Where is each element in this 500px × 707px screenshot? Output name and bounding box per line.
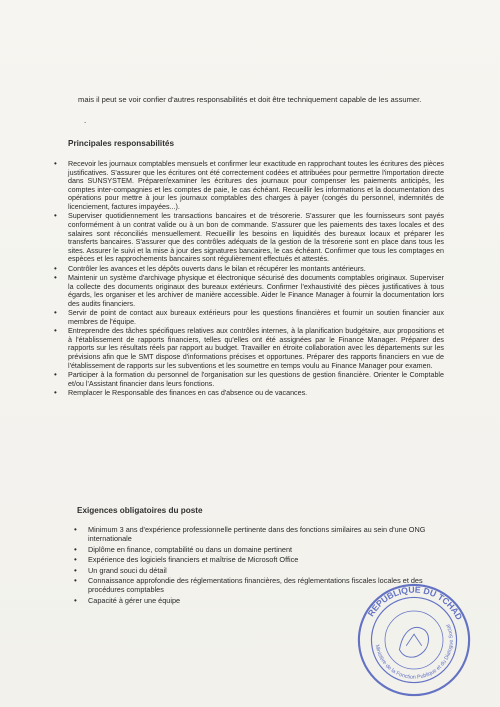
requirements-heading: Exigences obligatoires du poste bbox=[77, 506, 203, 515]
list-item: • Participer à la formation du personnel de l'organisation sur les questions de gestion financière. Orienter le Comptable et/ou l'Assistant financier dans leurs fonctions. bbox=[52, 371, 444, 388]
list-item: • Connaissance approfondie des réglementations financières, des réglementations fiscales locales et des procédures comptables bbox=[72, 576, 444, 594]
list-item: • Capacité à gérer une équipe bbox=[72, 596, 444, 605]
list-item: • Superviser quotidiennement les transactions bancaires et de trésorerie. S'assurer que les fournisseurs sont payés conformément à un contrat valide ou à un bon de commande. S'assurer que les paiements des taxes locales et des salaires sont réconciliés mensuellement. Recueillir les besoins en liquidités des bureaux locaux et préparer les transferts bancaires. S'assurer que des contrôles adéquats de la gestion de la trésorerie sont en place dans tous les sites. Assurer le suivi et la mise à jour des signatures bancaires, le cas échéant. Confirmer que tous les comptages en espèces et les rapprochements bancaires sont régulièrement effectués et attestés. bbox=[52, 212, 444, 264]
stamp-outer-text: RÉPUBLIQUE DU TCHAD bbox=[365, 584, 465, 622]
list-item: • Remplacer le Responsable des finances en cas d'absence ou de vacances. bbox=[52, 389, 444, 398]
list-item: • Minimum 3 ans d'expérience professionnelle pertinente dans des fonctions similaires au sein d'une ONG internationale bbox=[72, 525, 444, 543]
stamp-inner-ring bbox=[371, 597, 456, 682]
list-item: • Diplôme en finance, comptabilité ou dans un domaine pertinent bbox=[72, 545, 444, 554]
intro-paragraph: mais il peut se voir confier d'autres responsabilités et doit être techniquement capable de les assumer. bbox=[78, 95, 422, 104]
stamp-inner-text: Ministère de la Fonction Publique et du Dialogue Social bbox=[373, 623, 455, 681]
list-item: • Recevoir les journaux comptables mensuels et confirmer leur exactitude en rapprochant toutes les écritures des pièces justificatives. S'assurer que les écritures ont été correctement codées et attribuées pour permettre l'importation directe dans SUNSYSTEM. Préparer/examiner les écritures des journaux pour compenser les paiements anticipés, les comptes inter-compagnies et les comptes de paie, le cas échéant. Recueillir les informations et la documentation des opérations pour mettre à jour les journaux comptables des charges à payer (congés du personnel, indemnités de licenciement, factures impayées...). bbox=[52, 160, 444, 212]
stamp-emblem-detail bbox=[406, 634, 421, 646]
list-item: • Expérience des logiciels financiers et maîtrise de Microsoft Office bbox=[72, 555, 444, 564]
responsibilities-heading: Principales responsabilités bbox=[68, 139, 175, 148]
list-item: • Maintenir un système d'archivage physique et électronique sécurisé des documents comptables originaux. Superviser la collecte des documents originaux des bureaux extérieurs. Confirmer l'exhaustivité des pièces justificatives à tous égards, les organiser et les archiver de manière accessible. Aider le Finance Manager à fournir la documentation lors des audits financiers. bbox=[52, 274, 444, 308]
stray-mark: . bbox=[84, 116, 87, 125]
list-item: • Contrôler les avances et les dépôts ouverts dans le bilan et récupérer les montants antérieurs. bbox=[52, 265, 444, 274]
stamp-emblem bbox=[400, 627, 429, 657]
responsibilities-list bbox=[52, 160, 444, 398]
stamp-center-ring bbox=[385, 611, 443, 669]
list-item: • Servir de point de contact aux bureaux extérieurs pour les questions financières et fournir un soutien financier aux membres de l'équipe. bbox=[52, 309, 444, 326]
official-stamp-seal bbox=[356, 582, 472, 698]
list-item: • Entreprendre des tâches spécifiques relatives aux contrôles internes, à la planification budgétaire, aux propositions et à l'établissement de rapports financiers, telles qu'elles ont été assignées par le Finance Manager. Préparer des rapports sur les résultats réels par rapport au budget. Travailler en étroite collaboration avec les départements sur les prévisions afin que le SMT dispose d'informations précises et opportunes. Préparer des rapports financiers en vue de l'établissement de rapports sur les subventions et les soumettre en temps voulu au Finance Manager pour examen. bbox=[52, 327, 444, 370]
list-item: • Un grand souci du détail bbox=[72, 566, 444, 575]
